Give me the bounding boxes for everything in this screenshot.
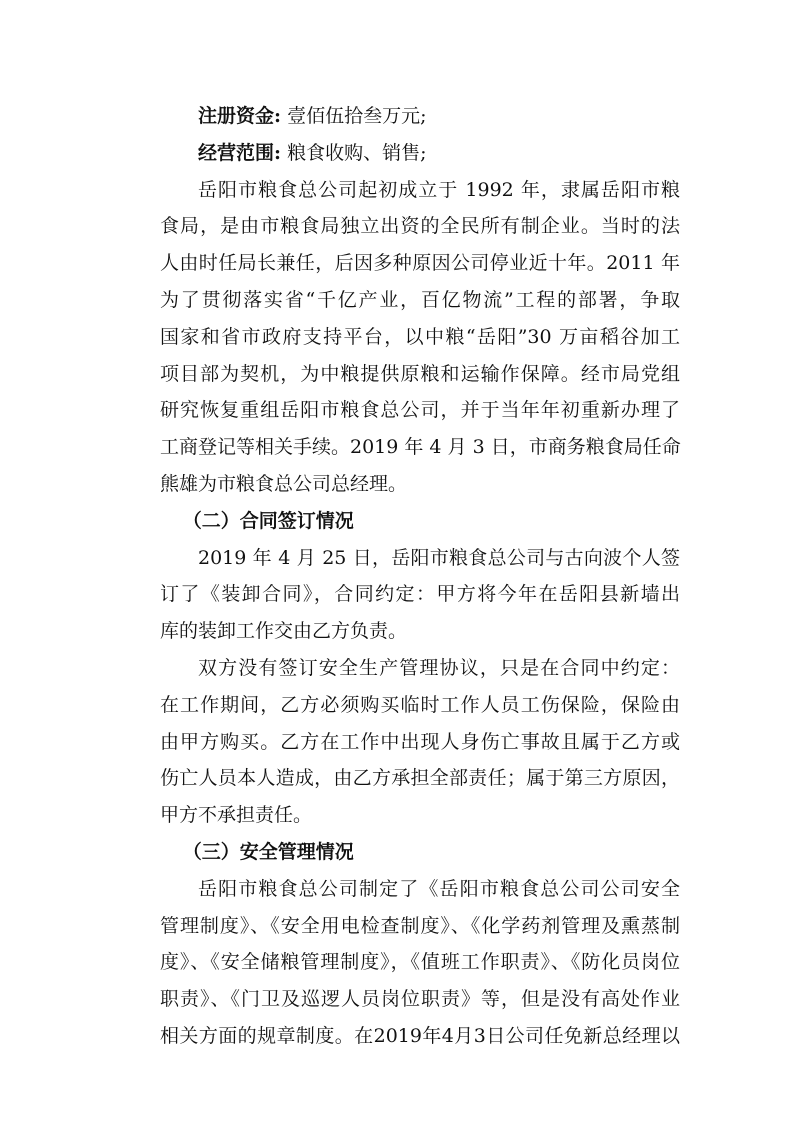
business-scope-line [160, 135, 680, 172]
text-line: 库的装卸工作交由乙方负责。 [160, 620, 408, 643]
registered-capital-label: 注册资金: [198, 105, 282, 127]
text-line: 工商登记等相关手续。2019 年 4 月 3 日，市商务粮食局任命 [160, 436, 681, 459]
business-scope-label: 经营范围: [198, 141, 282, 164]
text-line: 度》、《安全储粮管理制度》，《值班工作职责》、《防化员岗位 [160, 951, 680, 974]
section-heading-safety: （三）安全管理情况 [182, 840, 354, 863]
text-line: 伤亡人员本人造成，由乙方承担全部责任；属于第三方原因， [160, 767, 680, 790]
text-line: 项目部为契机，为中粮提供原粮和运输作保障。经市局党组 [160, 362, 680, 385]
text-line: 岳阳市粮食总公司制定了《岳阳市粮食总公司公司安全 [198, 877, 680, 900]
document-page [160, 98, 680, 1055]
text-line: 管理制度》、《安全用电检查制度》、《化学药剂管理及熏蒸制 [160, 914, 680, 937]
text-line: 人由时任局长兼任，后因多种原因公司停业近十年。2011 年 [160, 252, 680, 275]
text-line: 岳阳市粮食总公司起初成立于 1992 年，隶属岳阳市粮 [198, 178, 680, 201]
text-line: 为了贯彻落实省“千亿产业，百亿物流”工程的部署，争取 [160, 288, 680, 311]
text-line: 2019 年 4 月 25 日，岳阳市粮食总公司与古向波个人签 [198, 546, 680, 569]
text-line: 由甲方购买。乙方在工作中出现人身伤亡事故且属于乙方或 [160, 730, 680, 753]
text-line: 在工作期间，乙方必须购买临时工作人员工伤保险，保险由 [160, 693, 680, 716]
text-line: 食局，是由市粮食局独立出资的全民所有制企业。当时的法 [160, 215, 680, 238]
text-line: 订了《装卸合同》，合同约定：甲方将今年在岳阳县新墙出 [160, 583, 680, 606]
text-line: 国家和省市政府支持平台，以中粮“岳阳”30 万亩稻谷加工 [160, 325, 680, 348]
section-heading-contract: （二）合同签订情况 [182, 509, 354, 532]
business-scope-value: 粮食收购、销售; [287, 141, 427, 164]
text-line: 双方没有签订安全生产管理协议，只是在合同中约定： [198, 656, 680, 679]
registered-capital-value: 壹佰伍拾叁万元; [287, 105, 427, 127]
registered-capital-line [160, 98, 680, 135]
text-line: 相关方面的规章制度。在2019年4月3日公司任免新总经理以 [160, 1024, 680, 1047]
text-line: 研究恢复重组岳阳市粮食总公司，并于当年年初重新办理了 [160, 399, 680, 422]
text-line: 职责》、《门卫及巡逻人员岗位职责》等，但是没有高处作业 [160, 988, 680, 1011]
text-line: 熊雄为市粮食总公司总经理。 [160, 472, 408, 495]
text-line: 甲方不承担责任。 [160, 804, 313, 827]
